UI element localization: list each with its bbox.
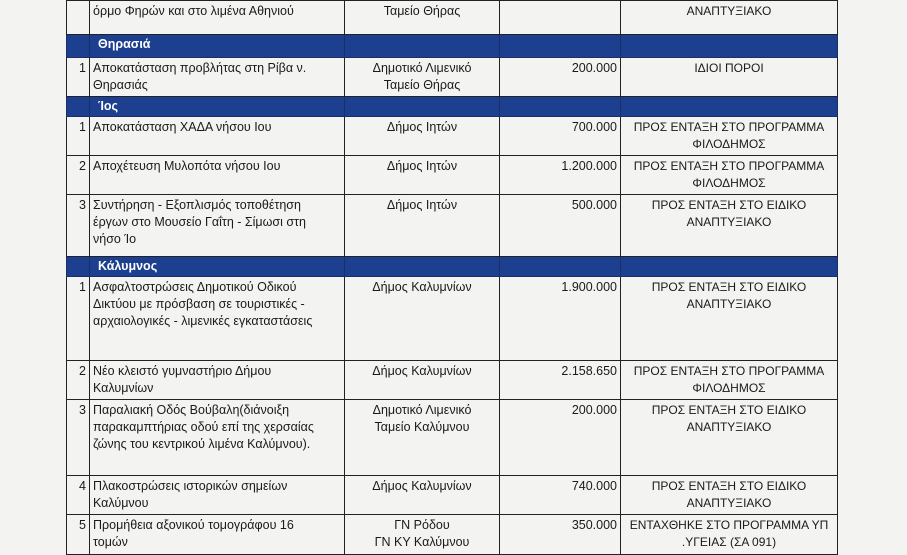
funding-status-line: ΦΙΛΟΔΗΜΟΣ: [692, 176, 766, 190]
agency-name-line: Δήμος Καλυμνίων: [372, 280, 472, 294]
agency-name-line: Δήμος Ιητών: [386, 120, 458, 134]
project-description: [90, 1, 345, 35]
funding-status-line: ΠΡΟΣ ΕΝΤΑΞΗ ΣΤΟ ΠΡΟΓΡΑΜΜΑ: [633, 159, 825, 173]
project-description-line: Προμήθεια αξονικού τομογράφου 16: [93, 518, 294, 532]
section-amount-cell: [500, 257, 621, 277]
funding-status-line: ΦΙΛΟΔΗΜΟΣ: [692, 381, 766, 395]
section-agency-cell: [345, 35, 500, 58]
project-description-line: Παραλιακή Οδός Βούβαλη(διάνοιξη: [93, 403, 290, 417]
agency-name: [345, 400, 500, 476]
budget-amount: [500, 1, 621, 35]
table-row: [67, 400, 838, 476]
budget-amount: 350.000: [500, 515, 621, 555]
section-header-row: [67, 35, 838, 58]
project-description: [90, 195, 345, 257]
agency-name-line: Ταμείο Καλύμνου: [374, 420, 470, 434]
table-row: [67, 515, 838, 555]
table-row: [67, 277, 838, 361]
funding-status: [621, 361, 838, 400]
section-header-row: [67, 257, 838, 277]
project-description: [90, 58, 345, 97]
project-description: [90, 361, 345, 400]
table-row: [67, 58, 838, 97]
agency-name: [345, 156, 500, 195]
project-description-line: νήσο Ίο: [93, 232, 137, 246]
table-row: [67, 361, 838, 400]
row-number: 3: [67, 400, 90, 476]
funding-status: [621, 277, 838, 361]
agency-name-line: Δήμος Καλυμνίων: [372, 364, 472, 378]
funding-status: [621, 58, 838, 97]
project-description-line: όρμο Φηρών και στο λιμένα Αθηνιού: [93, 4, 294, 18]
row-number: 1: [67, 117, 90, 156]
funding-status: [621, 156, 838, 195]
table-row: [67, 195, 838, 257]
projects-table: [66, 0, 838, 555]
project-description-line: Αποκατάσταση προβλήτας στη Ρίβα ν.: [93, 61, 307, 75]
funding-status-line: .ΥΓΕΙΑΣ (ΣΑ 091): [681, 535, 777, 549]
budget-amount: 200.000: [500, 400, 621, 476]
section-status-cell: [621, 97, 838, 117]
row-number: 4: [67, 476, 90, 515]
section-number-cell: [67, 257, 90, 277]
table-row: [67, 117, 838, 156]
agency-name-line: Δήμος Καλυμνίων: [372, 479, 472, 493]
row-number: 2: [67, 156, 90, 195]
projects-table-body: [67, 1, 838, 555]
agency-name: [345, 58, 500, 97]
funding-status-line: ΦΙΛΟΔΗΜΟΣ: [692, 137, 766, 151]
project-description: [90, 400, 345, 476]
project-description-line: Νέο κλειστό γυμναστήριο Δήμου: [93, 364, 272, 378]
project-description: [90, 515, 345, 555]
agency-name-line: Δημοτικό Λιμενικό: [372, 403, 472, 417]
section-status-cell: [621, 257, 838, 277]
funding-status: [621, 117, 838, 156]
project-description-line: Καλύμνου: [93, 496, 149, 510]
row-number: 2: [67, 361, 90, 400]
project-description-line: Δικτύου με πρόσβαση σε τουριστικές -: [93, 297, 305, 311]
budget-amount: 2.158.650: [500, 361, 621, 400]
funding-status: [621, 195, 838, 257]
row-number: 5: [67, 515, 90, 555]
funding-status-line: ΑΝΑΠΤΥΞΙΑΚΟ: [686, 297, 772, 311]
row-number: 1: [67, 58, 90, 97]
funding-status-line: ΕΝΤΑΧΘΗΚΕ ΣΤΟ ΠΡΟΓΡΑΜΜΑ ΥΠ: [629, 518, 829, 532]
section-agency-cell: [345, 97, 500, 117]
budget-amount: 740.000: [500, 476, 621, 515]
section-header-row: [67, 97, 838, 117]
budget-amount: 700.000: [500, 117, 621, 156]
project-description-line: παρακαμπτήριας οδού επί της χερσαίας: [93, 420, 314, 434]
project-description-line: έργων στο Μουσείο Γαΐτη - Σίμωσι στη: [93, 215, 306, 229]
project-description: [90, 156, 345, 195]
project-description-line: Καλυμνίων: [93, 381, 154, 395]
budget-amount: 500.000: [500, 195, 621, 257]
funding-status-line: ΠΡΟΣ ΕΝΤΑΞΗ ΣΤΟ ΕΙΔΙΚΟ: [651, 280, 807, 294]
agency-name: [345, 476, 500, 515]
agency-name-line: Ταμείο Θήρας: [383, 4, 461, 18]
funding-status-line: ΑΝΑΠΤΥΞΙΑΚΟ: [686, 215, 772, 229]
project-description-line: Πλακοστρώσεις ιστορικών σημείων: [93, 479, 288, 493]
project-description-line: αρχαιολογικές - λιμενικές εγκαταστάσεις: [93, 314, 313, 328]
budget-amount: 1.900.000: [500, 277, 621, 361]
section-status-cell: [621, 35, 838, 58]
agency-name: [345, 515, 500, 555]
agency-name-line: ΓΝ ΚΥ Καλύμνου: [374, 535, 470, 549]
funding-status: [621, 515, 838, 555]
row-number: [67, 1, 90, 35]
agency-name: [345, 117, 500, 156]
project-description-line: Θηρασιάς: [93, 78, 148, 92]
table-row: [67, 1, 838, 35]
funding-status-line: ΑΝΑΠΤΥΞΙΑΚΟ: [686, 496, 772, 510]
funding-status-line: ΙΔΙΟΙ ΠΟΡΟΙ: [694, 61, 764, 75]
funding-status-line: ΑΝΑΠΤΥΞΙΑΚΟ: [686, 420, 772, 434]
section-amount-cell: [500, 97, 621, 117]
section-amount-cell: [500, 35, 621, 58]
agency-name-line: Δήμος Ιητών: [386, 198, 458, 212]
agency-name-line: Δήμος Ιητών: [386, 159, 458, 173]
project-description-line: τομών: [93, 535, 128, 549]
agency-name: [345, 1, 500, 35]
section-number-cell: [67, 97, 90, 117]
budget-amount: 1.200.000: [500, 156, 621, 195]
project-description: [90, 277, 345, 361]
section-agency-cell: [345, 257, 500, 277]
funding-status-line: ΠΡΟΣ ΕΝΤΑΞΗ ΣΤΟ ΕΙΔΙΚΟ: [651, 403, 807, 417]
row-number: 3: [67, 195, 90, 257]
agency-name: [345, 361, 500, 400]
row-number: 1: [67, 277, 90, 361]
project-description-line: Αποχέτευση Μυλοπότα νήσου Ιου: [93, 159, 281, 173]
funding-status-line: ΠΡΟΣ ΕΝΤΑΞΗ ΣΤΟ ΠΡΟΓΡΑΜΜΑ: [633, 364, 825, 378]
funding-status: [621, 1, 838, 35]
agency-name-line: ΓΝ Ρόδου: [394, 518, 450, 532]
funding-status: [621, 400, 838, 476]
section-number-cell: [67, 35, 90, 58]
funding-status: [621, 476, 838, 515]
funding-status-line: ΑΝΑΠΤΥΞΙΑΚΟ: [686, 4, 772, 18]
project-description-line: Ασφαλτοστρώσεις Δημοτικού Οδικού: [93, 280, 297, 294]
project-description: [90, 117, 345, 156]
project-description-line: ζώνης του κεντρικού λιμένα Καλύμνου).: [93, 437, 311, 451]
funding-status-line: ΠΡΟΣ ΕΝΤΑΞΗ ΣΤΟ ΕΙΔΙΚΟ: [651, 198, 807, 212]
agency-name: [345, 277, 500, 361]
budget-amount: 200.000: [500, 58, 621, 97]
section-name: Ίος: [90, 97, 345, 117]
agency-name: [345, 195, 500, 257]
project-description: [90, 476, 345, 515]
funding-status-line: ΠΡΟΣ ΕΝΤΑΞΗ ΣΤΟ ΠΡΟΓΡΑΜΜΑ: [633, 120, 825, 134]
table-row: [67, 476, 838, 515]
project-description-line: Συντήρηση - Εξοπλισμός τοποθέτηση: [93, 198, 301, 212]
section-name: Κάλυμνος: [90, 257, 345, 277]
agency-name-line: Ταμείο Θήρας: [383, 78, 461, 92]
agency-name-line: Δημοτικό Λιμενικό: [372, 61, 472, 75]
project-description-line: Αποκατάσταση ΧΑΔΑ νήσου Ιου: [93, 120, 272, 134]
funding-status-line: ΠΡΟΣ ΕΝΤΑΞΗ ΣΤΟ ΕΙΔΙΚΟ: [651, 479, 807, 493]
table-row: [67, 156, 838, 195]
section-name: Θηρασιά: [90, 35, 345, 58]
